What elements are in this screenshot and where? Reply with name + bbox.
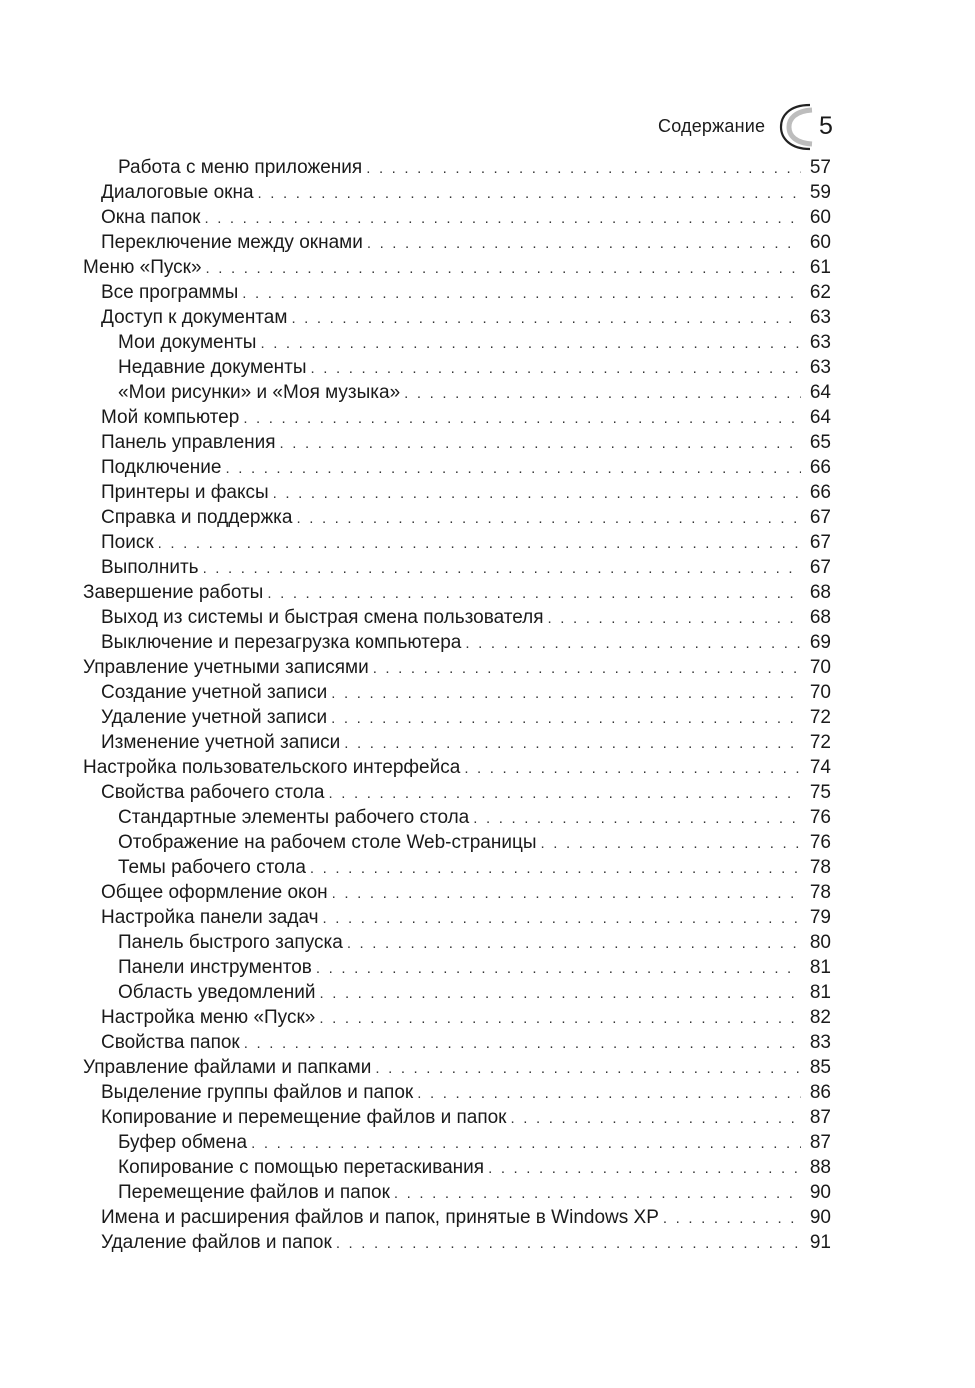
toc-entry-page: 70 <box>809 657 831 678</box>
toc-entry <box>0 980 975 1005</box>
dot-leader <box>332 881 801 906</box>
dot-leader <box>311 356 801 381</box>
dot-leader <box>541 831 802 856</box>
toc-entry <box>0 330 975 355</box>
toc-entry-title: Удаление файлов и папок <box>101 1232 332 1253</box>
page-header <box>600 98 850 158</box>
toc-entry-page: 60 <box>809 207 831 228</box>
toc-entry-page: 66 <box>809 457 831 478</box>
toc-entry-page: 63 <box>809 307 831 328</box>
dot-leader <box>511 1106 802 1131</box>
toc-entry-title: Создание учетной записи <box>101 682 328 703</box>
toc-entry <box>0 1155 975 1180</box>
toc-entry <box>0 930 975 955</box>
dot-leader <box>404 381 801 406</box>
toc-entry <box>0 505 975 530</box>
toc-entry <box>0 730 975 755</box>
toc-entry <box>0 880 975 905</box>
toc-entry <box>0 280 975 305</box>
dot-leader <box>465 631 801 656</box>
page-number-arc-icon <box>778 102 814 152</box>
dot-leader <box>473 806 801 831</box>
toc-entry-page: 63 <box>809 357 831 378</box>
toc-entry <box>0 655 975 680</box>
toc-entry-title: Работа с меню приложения <box>118 157 363 178</box>
toc-entry <box>0 430 975 455</box>
toc-entry-title: Выполнить <box>101 557 199 578</box>
toc-entry <box>0 1005 975 1030</box>
toc-entry-title: Настройка панели задач <box>101 907 319 928</box>
toc-entry <box>0 805 975 830</box>
toc-entry <box>0 1230 975 1255</box>
dot-leader <box>319 1006 801 1031</box>
toc-entry-page: 80 <box>809 932 831 953</box>
dot-leader <box>243 406 801 431</box>
toc-entry-page: 67 <box>809 507 831 528</box>
toc-entry-title: Доступ к документам <box>101 307 288 328</box>
toc-entry-title: Имена и расширения файлов и папок, принятые в Windows XP <box>101 1207 659 1228</box>
dot-leader <box>347 931 801 956</box>
toc-entry <box>0 855 975 880</box>
table-of-contents <box>0 155 975 1255</box>
dot-leader <box>204 206 801 231</box>
toc-entry <box>0 605 975 630</box>
dot-leader <box>375 1056 801 1081</box>
toc-entry-title: «Мои рисунки» и «Моя музыка» <box>118 382 401 403</box>
toc-entry <box>0 305 975 330</box>
dot-leader <box>251 1131 801 1156</box>
toc-entry-title: Меню «Пуск» <box>83 257 202 278</box>
toc-entry-title: Копирование и перемещение файлов и папок <box>101 1107 507 1128</box>
toc-entry-page: 67 <box>809 557 831 578</box>
toc-entry-title: Копирование с помощью перетаскивания <box>118 1157 485 1178</box>
toc-entry-title: Диалоговые окна <box>101 182 254 203</box>
toc-entry <box>0 1055 975 1080</box>
toc-entry-page: 64 <box>809 382 831 403</box>
dot-leader <box>310 856 801 881</box>
toc-entry <box>0 255 975 280</box>
toc-entry-page: 68 <box>809 607 831 628</box>
toc-entry <box>0 1180 975 1205</box>
toc-entry-title: Свойства папок <box>101 1032 240 1053</box>
dot-leader <box>203 556 801 581</box>
toc-entry-page: 76 <box>809 832 831 853</box>
toc-entry <box>0 1205 975 1230</box>
toc-entry-page: 78 <box>809 857 831 878</box>
dot-leader <box>316 956 801 981</box>
dot-leader <box>366 156 801 181</box>
toc-entry-title: Настройка меню «Пуск» <box>101 1007 316 1028</box>
toc-entry <box>0 480 975 505</box>
page-number: 5 <box>819 112 833 140</box>
dot-leader <box>267 581 801 606</box>
toc-entry <box>0 705 975 730</box>
toc-entry <box>0 555 975 580</box>
toc-entry-title: Темы рабочего стола <box>118 857 306 878</box>
toc-entry-title: Удаление учетной записи <box>101 707 328 728</box>
toc-entry <box>0 755 975 780</box>
toc-entry-page: 86 <box>809 1082 831 1103</box>
dot-leader <box>323 906 802 931</box>
toc-entry-page: 70 <box>809 682 831 703</box>
dot-leader <box>242 281 801 306</box>
toc-entry-title: Область уведомлений <box>118 982 316 1003</box>
toc-entry <box>0 1030 975 1055</box>
toc-entry-page: 62 <box>809 282 831 303</box>
toc-entry-title: Управление файлами и папками <box>83 1057 372 1078</box>
toc-entry <box>0 180 975 205</box>
toc-entry-title: Все программы <box>101 282 239 303</box>
toc-entry-title: Мой компьютер <box>101 407 240 428</box>
toc-entry-page: 72 <box>809 732 831 753</box>
dot-leader <box>273 481 801 506</box>
dot-leader <box>331 681 801 706</box>
dot-leader <box>329 781 802 806</box>
dot-leader <box>158 531 801 556</box>
toc-entry-page: 78 <box>809 882 831 903</box>
toc-entry-title: Окна папок <box>101 207 201 228</box>
toc-entry-page: 63 <box>809 332 831 353</box>
toc-entry <box>0 780 975 805</box>
toc-entry <box>0 1130 975 1155</box>
toc-entry-title: Подключение <box>101 457 222 478</box>
toc-entry-page: 67 <box>809 532 831 553</box>
toc-entry-page: 74 <box>809 757 831 778</box>
dot-leader <box>464 756 801 781</box>
dot-leader <box>417 1081 801 1106</box>
dot-leader <box>373 656 801 681</box>
toc-entry-page: 59 <box>809 182 831 203</box>
toc-entry-page: 91 <box>809 1232 831 1253</box>
toc-entry <box>0 630 975 655</box>
toc-entry-title: Выключение и перезагрузка компьютера <box>101 632 462 653</box>
dot-leader <box>548 606 801 631</box>
toc-entry <box>0 580 975 605</box>
toc-entry-title: Управление учетными записями <box>83 657 369 678</box>
dot-leader <box>296 506 801 531</box>
toc-entry <box>0 405 975 430</box>
toc-entry-title: Буфер обмена <box>118 1132 248 1153</box>
dot-leader <box>663 1206 801 1231</box>
toc-entry-title: Отображение на рабочем столе Web-страницы <box>118 832 537 853</box>
toc-entry <box>0 355 975 380</box>
dot-leader <box>244 1031 801 1056</box>
toc-entry <box>0 680 975 705</box>
dot-leader <box>488 1156 801 1181</box>
toc-entry <box>0 205 975 230</box>
dot-leader <box>394 1181 801 1206</box>
toc-entry-page: 57 <box>809 157 831 178</box>
toc-entry <box>0 230 975 255</box>
toc-entry-title: Выход из системы и быстрая смена пользователя <box>101 607 544 628</box>
toc-entry-page: 81 <box>809 957 831 978</box>
toc-entry-title: Переключение между окнами <box>101 232 363 253</box>
toc-entry-page: 79 <box>809 907 831 928</box>
toc-entry-page: 61 <box>809 257 831 278</box>
toc-entry <box>0 1105 975 1130</box>
toc-entry-title: Панели инструментов <box>118 957 312 978</box>
toc-entry-title: Общее оформление окон <box>101 882 328 903</box>
toc-entry <box>0 530 975 555</box>
toc-entry-page: 82 <box>809 1007 831 1028</box>
running-head-title: Содержание <box>658 116 766 136</box>
toc-entry-page: 65 <box>809 432 831 453</box>
toc-entry-page: 81 <box>809 982 831 1003</box>
toc-entry-page: 66 <box>809 482 831 503</box>
toc-entry <box>0 905 975 930</box>
toc-entry <box>0 155 975 180</box>
toc-entry-title: Недавние документы <box>118 357 307 378</box>
toc-entry <box>0 830 975 855</box>
toc-entry-page: 68 <box>809 582 831 603</box>
toc-entry-page: 87 <box>809 1132 831 1153</box>
dot-leader <box>319 981 801 1006</box>
dot-leader <box>260 331 801 356</box>
toc-entry-title: Стандартные элементы рабочего стола <box>118 807 470 828</box>
toc-entry-title: Настройка пользовательского интерфейса <box>83 757 461 778</box>
toc-entry-title: Выделение группы файлов и папок <box>101 1082 414 1103</box>
toc-entry-page: 88 <box>809 1157 831 1178</box>
dot-leader <box>336 1231 801 1256</box>
toc-entry-page: 72 <box>809 707 831 728</box>
toc-entry-title: Мои документы <box>118 332 257 353</box>
dot-leader <box>280 431 801 456</box>
dot-leader <box>344 731 801 756</box>
toc-entry-page: 90 <box>809 1207 831 1228</box>
toc-entry-page: 83 <box>809 1032 831 1053</box>
toc-entry-title: Завершение работы <box>83 582 264 603</box>
toc-entry-page: 87 <box>809 1107 831 1128</box>
dot-leader <box>258 181 801 206</box>
toc-entry-title: Поиск <box>101 532 154 553</box>
toc-entry-page: 69 <box>809 632 831 653</box>
toc-entry-page: 75 <box>809 782 831 803</box>
toc-entry <box>0 455 975 480</box>
dot-leader <box>331 706 801 731</box>
toc-entry-page: 60 <box>809 232 831 253</box>
toc-entry-title: Принтеры и факсы <box>101 482 269 503</box>
toc-entry-title: Изменение учетной записи <box>101 732 341 753</box>
dot-leader <box>206 256 801 281</box>
toc-entry <box>0 1080 975 1105</box>
toc-entry-page: 90 <box>809 1182 831 1203</box>
dot-leader <box>367 231 801 256</box>
toc-entry-title: Панель быстрого запуска <box>118 932 343 953</box>
toc-entry-title: Свойства рабочего стола <box>101 782 325 803</box>
toc-entry-title: Справка и поддержка <box>101 507 293 528</box>
toc-entry-title: Перемещение файлов и папок <box>118 1182 390 1203</box>
toc-entry <box>0 955 975 980</box>
dot-leader <box>291 306 801 331</box>
toc-entry-title: Панель управления <box>101 432 276 453</box>
dot-leader <box>225 456 801 481</box>
toc-entry-page: 85 <box>809 1057 831 1078</box>
toc-entry-page: 64 <box>809 407 831 428</box>
toc-entry <box>0 380 975 405</box>
toc-entry-page: 76 <box>809 807 831 828</box>
